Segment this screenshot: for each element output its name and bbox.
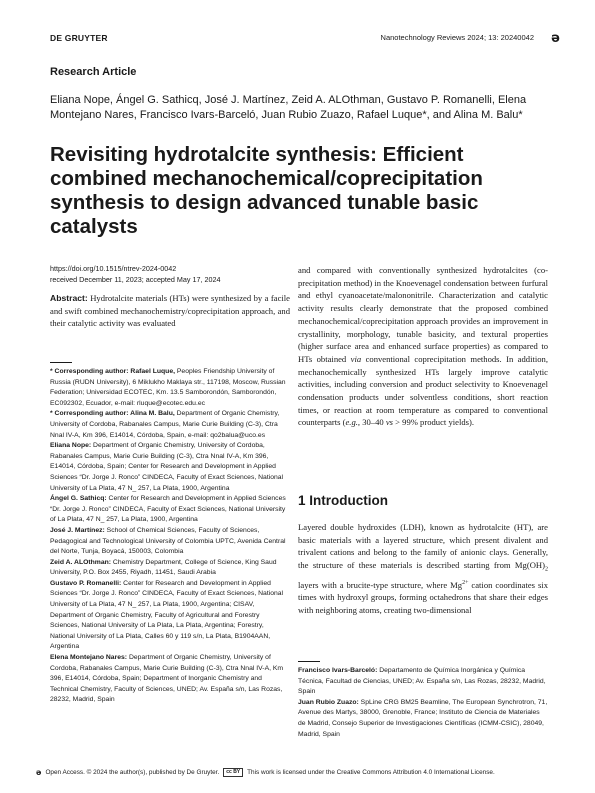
abstract-label: Abstract: — [50, 293, 88, 303]
abstract-text-1: Hydrotalcite materials (HTs) were synthesized by a facile and swift combined mechanochemistry/coprecipitation approach, and their catalytic activity was evaluated — [50, 293, 290, 329]
affiliation-item: * Corresponding author: Alina M. Balu, Department of Organic Chemistry, University of Cordoba, Rabanales Campus, Marie Curie Building (C-3), Ctra Nnal IV-A, Km 396, E14014, Córdoba, Spain, e-mail: qo2balua@uco.es — [50, 410, 280, 439]
copyright-text: Open Access. © 2024 the author(s), published by De Gruyter. — [45, 769, 220, 776]
affiliation-item: Zeid A. ALOthman: Chemistry Department, College of Science, King Saud University, P.O. Box 2455, Riyadh, 11451, Saudi Arabia — [50, 558, 277, 577]
section-heading: 1 Introduction — [298, 493, 388, 508]
article-meta — [50, 264, 290, 285]
affiliation-item: José J. Martínez: School of Chemical Sciences, Faculty of Sciences, Pedagogical and Technological University of Colombia UPTC, Avenida Central del Norte, Tunja, Boyacá, 150003, Colombia — [50, 526, 286, 556]
author-list: Eliana Nope, Ángel G. Sathicq, José J. Martínez, Zeid A. ALOthman, Gustavo P. Romanelli, Elena Montejano Nares, Francisco Ivars-Barceló, Juan Rubio Zuazo, Rafael Luque*, and Alina M. Balu* — [50, 94, 527, 121]
license-text: This work is licensed under the Creative Commons Attribution 4.0 International License. — [247, 769, 495, 776]
running-header — [50, 33, 560, 47]
footnote-rule — [50, 362, 72, 363]
article-title: Revisiting hydrotalcite synthesis: Efficient combined mechanochemical/coprecipitation synthesis to design advanced tunable basic catalysts — [50, 143, 483, 238]
affiliation-list-right — [298, 666, 548, 740]
footnote-rule — [298, 661, 320, 662]
abstract-start — [50, 292, 290, 330]
affiliation-item: Juan Rubio Zuazo: SpLine CRG BM25 Beamline, The European Synchrotron, 71, Avenue des Martys, 38000, Grenoble, France; Instituto de Ciencia de Materiales de Madrid, Consejo Superior de Investigaciones Científicas (ICMM-CSIC), 28049, Madrid, Spain — [298, 698, 548, 738]
affiliation-item: Ángel G. Sathicq: Center for Research and Development in Applied Sciences “Dr. Jorge J. Ronco” CINDECA, Faculty of Exact Sciences, National University of La Plata, 47 N_ 257, La Plata, 1900, Argentina — [50, 495, 286, 524]
introduction-text: Layered double hydroxides (LDH), known as hydrotalcite (HT), are basic materials with a layered structure, which present divalent and trivalent cations and belong to the family of anionic clays. Generally, the structure of these materials is described starting from $Mg(OH)_2$ layers with a brucite-type structure, where $Mg^{2+}$ cation coordinates six times with hydroxyl groups, forming octahedrons that share their edges with neighboring atoms, creating two-dimensional — [298, 522, 548, 615]
article-type: Research Article — [50, 66, 137, 78]
page-footer — [36, 768, 566, 777]
journal-citation: Nanotechnology Reviews 2024; 13: 20240042 — [380, 33, 534, 42]
article-dates: received December 11, 2023; accepted May 17, 2024 — [50, 274, 221, 284]
publisher-name: DE GRUYTER — [50, 33, 108, 43]
cc-by-badge-icon[interactable]: cc BY — [223, 768, 243, 777]
open-access-icon: ə — [36, 768, 42, 777]
affiliation-list — [50, 367, 290, 706]
affiliation-item: * Corresponding author: Rafael Luque, Peoples Friendship University of Russia (RUDN University), 6 Miklukho Maklaya str., 117198, Moscow, Russian Federation; Universidad ECOTEC, Km. 13.5 Samborondón, Samborondón, EC092302, Ecuador, e-mail: rluque@ecotec.edu.ec — [50, 368, 286, 407]
affiliation-item: Elena Montejano Nares: Department of Organic Chemistry, University of Cordoba, Rabanales Campus, Marie Curie Building (C-3), Ctra Nnal IV-A, Km 396, E14014, Córdoba, Spain; Department of Inorganic Chemistry and Technical Chemistry, Faculty of Sciences, UNED; Av. España s/n, Las Rozas, 28232, Madrid, Spain — [50, 654, 284, 704]
affiliation-item: Francisco Ivars-Barceló: Departamento de Química Inorgánica y Química Técnica, Facultad de Ciencias, UNED; Av. España s/n, Las Rozas, 28232, Madrid, Spain — [298, 667, 546, 696]
affiliation-item: Eliana Nope: Department of Organic Chemistry, University of Cordoba, Rabanales Campus, Marie Curie Building (C-3), Ctra Nnal IV-A, Km 396, E14014, Córdoba, Spain; Center for Research and Development in Applied Sciences “Dr. Jorge J. Ronco” CINDECA, Faculty of Exact Sciences, National University of La Plata, 47 N_ 257, La Plata, 1900, Argentina — [50, 442, 284, 492]
affiliation-item: Gustavo P. Romanelli: Center for Research and Development in Applied Sciences “Dr. Jorge J. Ronco” CINDECA, Faculty of Exact Sciences, National University of La Plata, 47 N_ 257, La Plata, 1900, Argentina; CISAV, Department of Organic Chemistry, Faculty of Agricultural and Forestry Sciences, National University of La Plata, La Plata, Argentina; Forestry, National University of La Plata, Calles 60 y 119 s/n, La Plata, B1904AAN, Argentina — [50, 579, 284, 651]
open-access-icon: ə — [551, 31, 560, 46]
doi-link[interactable]: https://doi.org/10.1515/ntrev-2024-0042 — [50, 264, 177, 273]
abstract-continuation: and compared with conventionally synthesized hydrotalcites (co-precipitation method) in the Knoevenagel condensation between furfural and ethyl cyanoacetate/malononitrile. Characterization and catalytic activity results clearly demonstrate that the proposed combined mechanochemical/coprecipitation approach provides an improvement in crystallinity, morphology, tunable basicity, and textural properties (higher surface area and enhanced surface properties) as compared to HTs obtained via conventional coprecipitation methods. In addition, mechanochemically synthesized HTs largely improve catalytic activities, including conversion and product selectivity to Knoevenagel condensation products under solventless conditions, short reaction times, or reaction at room temperature as compared to conventional counterparts (e.g., 30–40 vs > 99% product yields). — [298, 265, 548, 428]
